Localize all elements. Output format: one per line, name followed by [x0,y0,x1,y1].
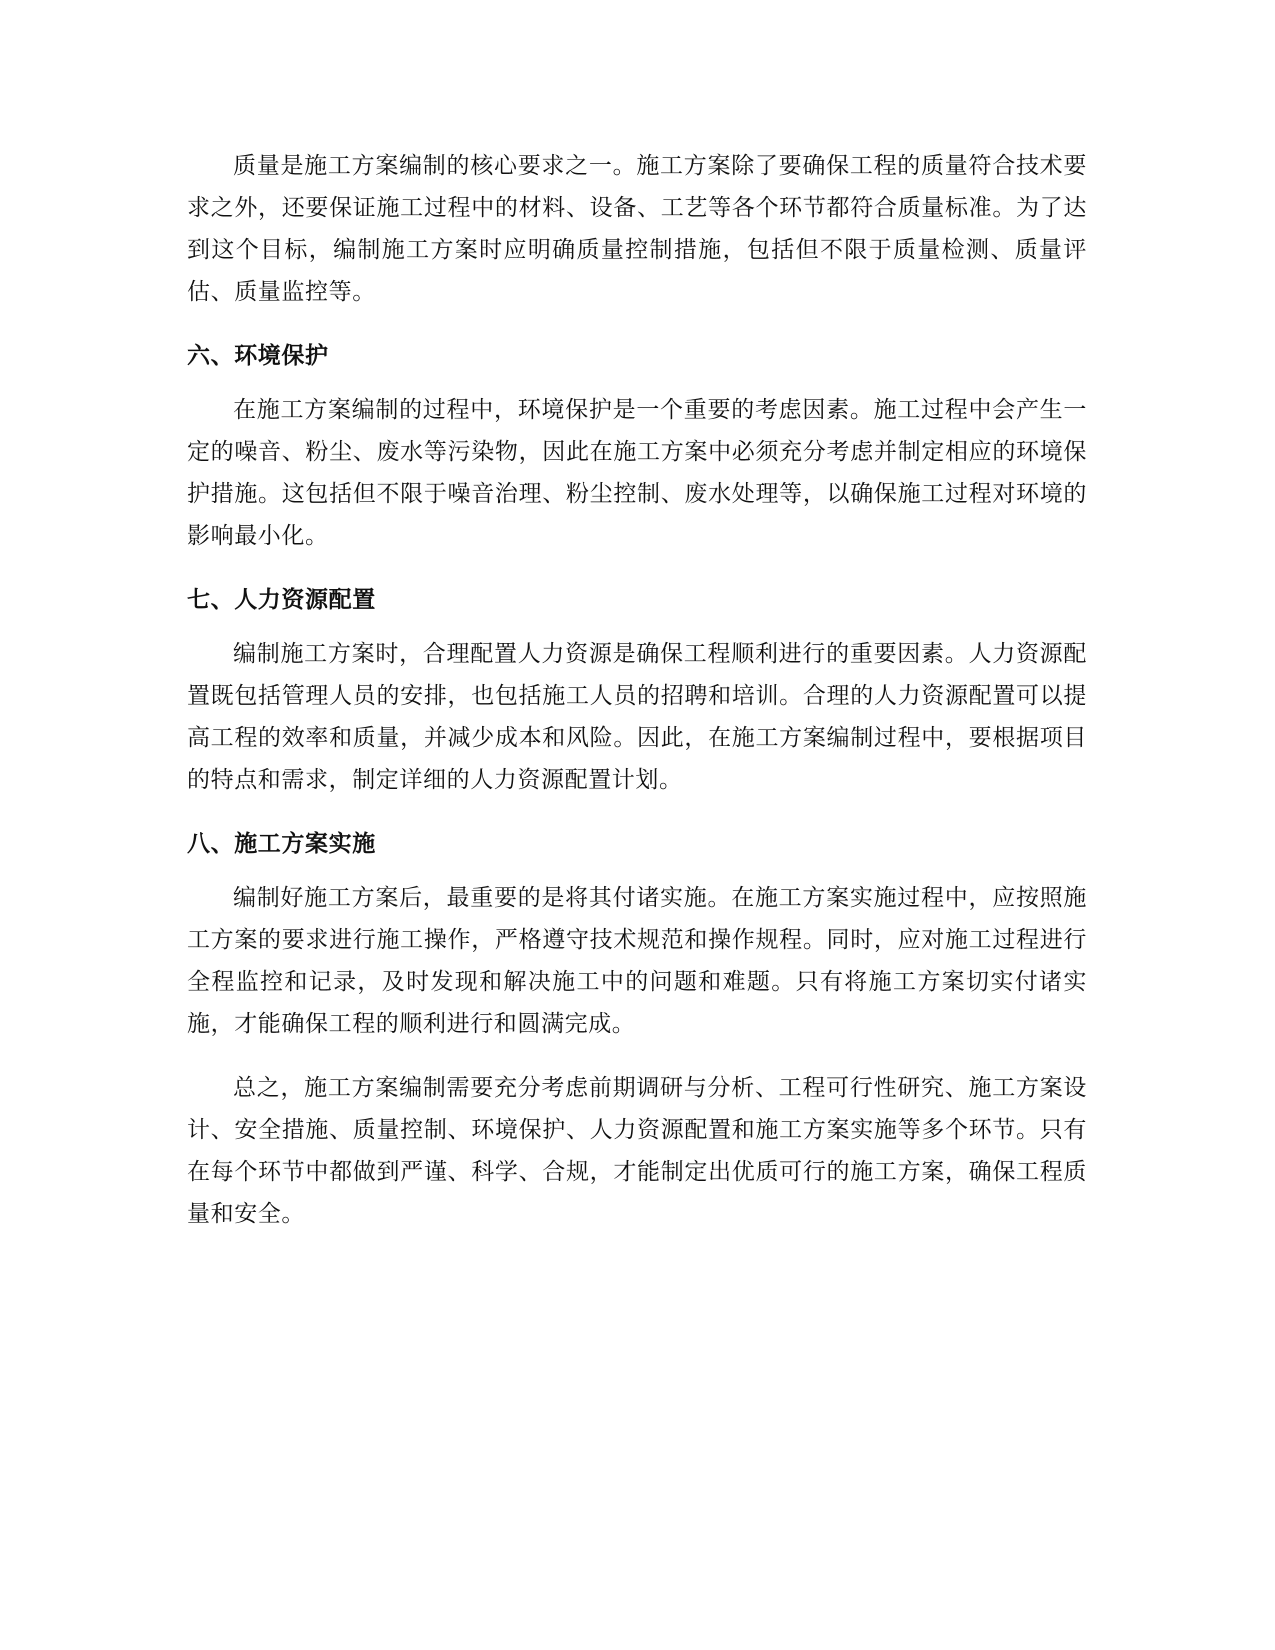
intro-paragraph: 质量是施工方案编制的核心要求之一。施工方案除了要确保工程的质量符合技术要求之外，还要保证施工过程中的材料、设备、工艺等各个环节都符合质量标准。为了达到这个目标，编制施工方案时应明确质量控制措施，包括但不限于质量检测、质量评估、质量监控等。 [187,153,1087,305]
section-heading-human-resources: 七、人力资源配置 [187,587,376,613]
section-paragraph-implementation: 编制好施工方案后，最重要的是将其付诸实施。在施工方案实施过程中，应按照施工方案的要求进行施工操作，严格遵守技术规范和操作规程。同时，应对施工过程进行全程监控和记录，及时发现和解决施工中的问题和难题。只有将施工方案切实付诸实施，才能确保工程的顺利进行和圆满完成。 [187,885,1087,1037]
document-body [187,145,1087,1235]
section-heading-environment: 六、环境保护 [187,343,329,369]
section-paragraph-environment: 在施工方案编制的过程中，环境保护是一个重要的考虑因素。施工过程中会产生一定的噪音、粉尘、废水等污染物，因此在施工方案中必须充分考虑并制定相应的环境保护措施。这包括但不限于噪音治理、粉尘控制、废水处理等，以确保施工过程对环境的影响最小化。 [187,397,1087,549]
section-paragraph-human-resources: 编制施工方案时，合理配置人力资源是确保工程顺利进行的重要因素。人力资源配置既包括管理人员的安排，也包括施工人员的招聘和培训。合理的人力资源配置可以提高工程的效率和质量，并减少成本和风险。因此，在施工方案编制过程中，要根据项目的特点和需求，制定详细的人力资源配置计划。 [187,641,1087,793]
conclusion-paragraph: 总之，施工方案编制需要充分考虑前期调研与分析、工程可行性研究、施工方案设计、安全措施、质量控制、环境保护、人力资源配置和施工方案实施等多个环节。只有在每个环节中都做到严谨、科学、合规，才能制定出优质可行的施工方案，确保工程质量和安全。 [187,1075,1087,1227]
section-heading-implementation: 八、施工方案实施 [187,831,376,857]
